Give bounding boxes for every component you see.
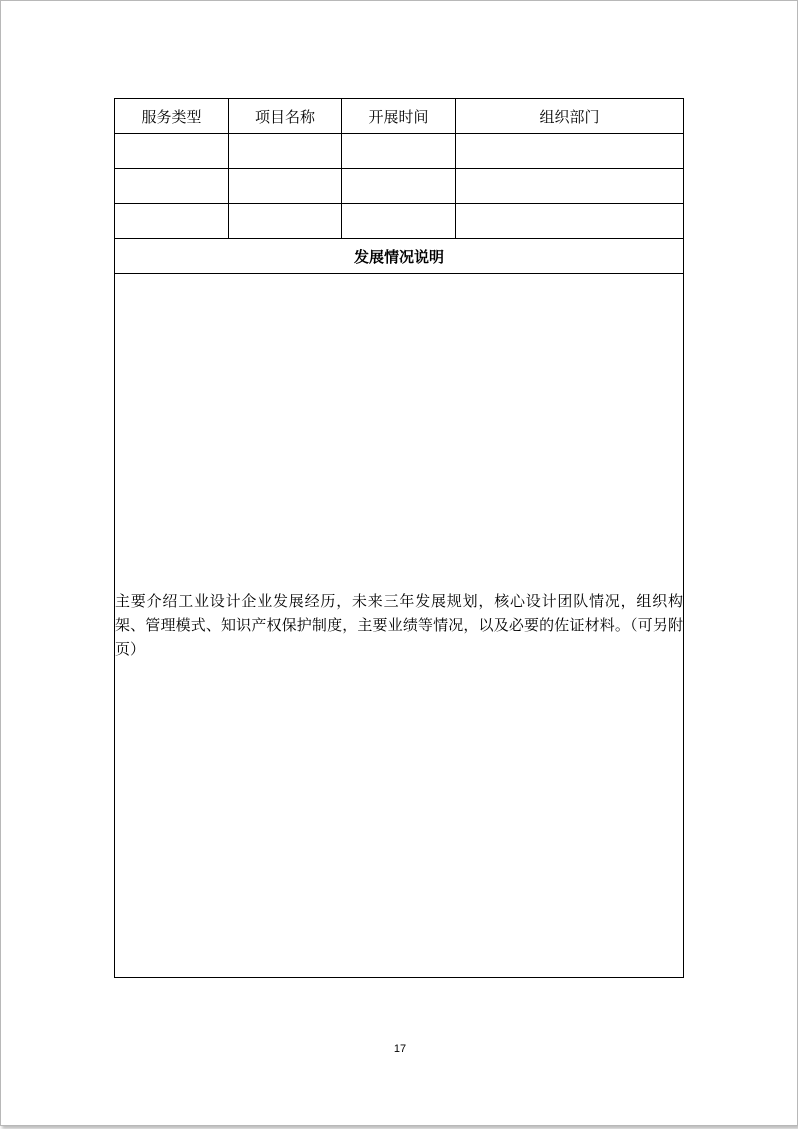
cell-time[interactable] xyxy=(342,204,456,239)
cell-service-type[interactable] xyxy=(115,204,229,239)
service-project-table xyxy=(114,98,684,978)
cell-department[interactable] xyxy=(456,204,684,239)
cell-time[interactable] xyxy=(342,169,456,204)
cell-project-name[interactable] xyxy=(229,204,342,239)
cell-time[interactable] xyxy=(342,134,456,169)
description-row xyxy=(115,274,684,978)
header-project-name: 项目名称 xyxy=(229,99,342,134)
cell-service-type[interactable] xyxy=(115,169,229,204)
table-row xyxy=(115,204,684,239)
cell-service-type[interactable] xyxy=(115,134,229,169)
header-service-type: 服务类型 xyxy=(115,99,229,134)
section-title-row xyxy=(115,239,684,274)
cell-department[interactable] xyxy=(456,169,684,204)
section-title: 发展情况说明 xyxy=(115,239,684,274)
page-number: 17 xyxy=(393,1043,407,1055)
table-header-row xyxy=(115,99,684,134)
description-text: 主要介绍工业设计企业发展经历，未来三年发展规划，核心设计团队情况，组织构架、管理模式、知识产权保护制度，主要业绩等情况，以及必要的佐证材料。（可另附页） xyxy=(115,591,683,658)
table-row xyxy=(115,134,684,169)
description-cell[interactable] xyxy=(115,274,684,978)
cell-department[interactable] xyxy=(456,134,684,169)
cell-project-name[interactable] xyxy=(229,169,342,204)
cell-project-name[interactable] xyxy=(229,134,342,169)
table-row xyxy=(115,169,684,204)
header-department: 组织部门 xyxy=(456,99,684,134)
header-time: 开展时间 xyxy=(342,99,456,134)
